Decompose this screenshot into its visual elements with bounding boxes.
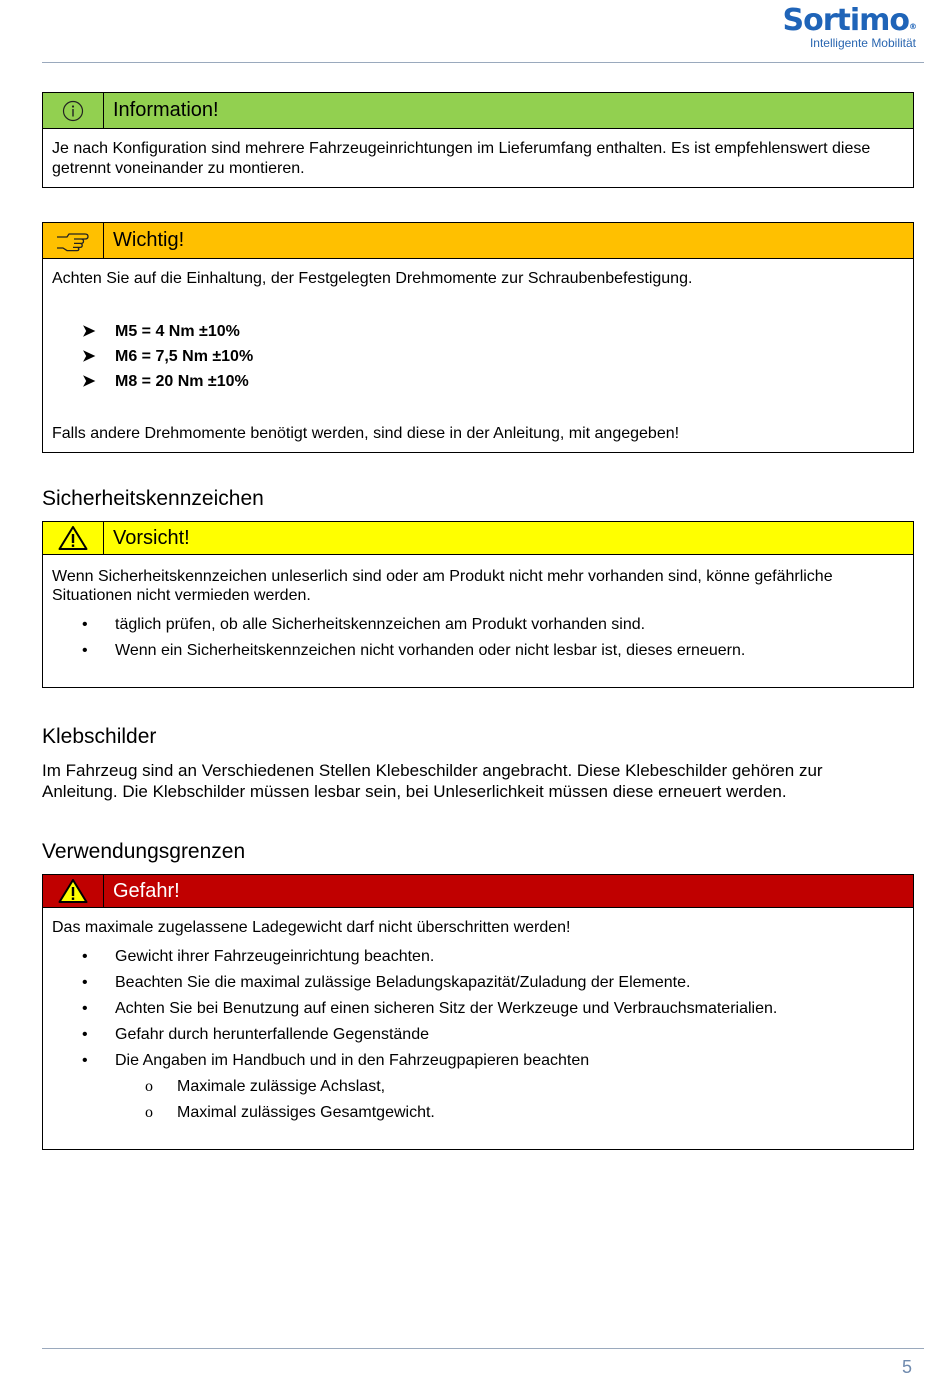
information-notice [42,92,914,188]
list-item: • Wenn ein Sicherheitskennzeichen nicht vorhanden oder nicht lesbar ist, dieses erneuern. [52,638,904,664]
registered-mark: ® [909,22,916,31]
header-divider [42,62,924,63]
pointing-hand-icon [43,223,104,258]
notice-intro: Achten Sie auf die Einhaltung, der Festgelegten Drehmomente zur Schraubenbefestigung. [52,270,693,287]
notice-body [43,259,913,452]
bullet-icon: • [82,974,88,991]
list-item: ➤ M5 = 4 Nm ±10% [52,319,904,344]
sub-list-item: o Maximal zulässiges Gesamtgewicht. [52,1100,904,1126]
labels-paragraph: Im Fahrzeug sind an Verschiedenen Stellen Klebeschilder angebracht. Diese Klebeschilder gehören zur Anleitung. Die Klebschilder müssen lesbar sein, bei Unleserlichkeit müssen diese erneuert werden. [42,761,823,801]
notice-title: Information! [113,99,219,121]
list-item: • Die Angaben im Handbuch und in den Fahrzeugpapieren beachten [52,1048,904,1074]
bullet-icon: • [82,1026,88,1043]
list-item: • Gefahr durch herunterfallende Gegenstände [52,1022,904,1048]
notice-header [43,522,913,555]
notice-body [43,908,913,1134]
logo-tagline: Intelligente Mobilität [809,36,916,50]
section-heading: Sicherheitskennzeichen [42,487,264,510]
list-item: • Beachten Sie die maximal zulässige Beladungskapazität/Zuladung der Elemente. [52,970,904,996]
notice-intro: Das maximale zugelassene Ladegewicht darf nicht überschritten werden! [52,919,571,936]
bullet-list [52,944,904,1074]
bullet-list [52,612,904,664]
logo-wordmark: Sortimo [782,3,909,38]
list-item: ➤ M8 = 20 Nm ±10% [52,369,904,394]
circle-bullet-icon: o [145,1078,153,1095]
danger-notice [42,874,914,1150]
important-notice [42,222,914,453]
notice-body [43,129,913,187]
circle-bullet-icon: o [145,1104,153,1121]
list-item: ➤ M6 = 7,5 Nm ±10% [52,344,904,369]
caution-notice [42,521,914,688]
list-item: • Gewicht ihrer Fahrzeugeinrichtung beachten. [52,944,904,970]
warning-triangle-icon [43,522,104,554]
warning-triangle-icon [43,875,104,907]
sub-list-item: o Maximale zulässige Achslast, [52,1074,904,1100]
notice-title: Wichtig! [113,229,185,251]
notice-intro: Wenn Sicherheitskennzeichen unleserlich sind oder am Produkt nicht mehr vorhanden sind, könne gefährliche Situationen nicht vermieden werden. [52,568,833,604]
sortimo-logo [782,4,916,50]
list-item: • täglich prüfen, ob alle Sicherheitskennzeichen am Produkt vorhanden sind. [52,612,904,638]
list-item: • Achten Sie bei Benutzung auf einen sicheren Sitz der Werkzeuge und Verbrauchsmaterialien. [52,996,904,1022]
bullet-icon: • [82,948,88,965]
arrow-bullet-icon: ➤ [82,348,96,365]
notice-title: Gefahr! [113,879,180,902]
bullet-icon: • [82,616,88,633]
section-heading: Klebschilder [42,725,157,748]
arrow-bullet-icon: ➤ [82,323,96,340]
notice-outro: Falls andere Drehmomente benötigt werden, sind diese in der Anleitung, mit angegeben! [52,425,680,442]
notice-header [43,93,913,129]
bullet-icon: • [82,642,88,659]
page-number: 5 [901,1357,912,1377]
section-heading: Verwendungsgrenzen [42,840,246,863]
notice-header [43,875,913,908]
notice-title: Vorsicht! [113,526,190,549]
torque-list [52,319,904,394]
notice-header [43,223,913,259]
footer-divider [42,1348,924,1349]
arrow-bullet-icon: ➤ [82,373,96,390]
notice-body [43,555,913,672]
info-icon [43,93,104,128]
bullet-icon: • [82,1052,88,1069]
sub-list [52,1074,904,1126]
notice-text: Je nach Konfiguration sind mehrere Fahrzeugeinrichtungen im Lieferumfang enthalten. Es ist empfehlenswert diese getrennt voneinander zu montieren. [52,140,871,177]
bullet-icon: • [82,1000,88,1017]
